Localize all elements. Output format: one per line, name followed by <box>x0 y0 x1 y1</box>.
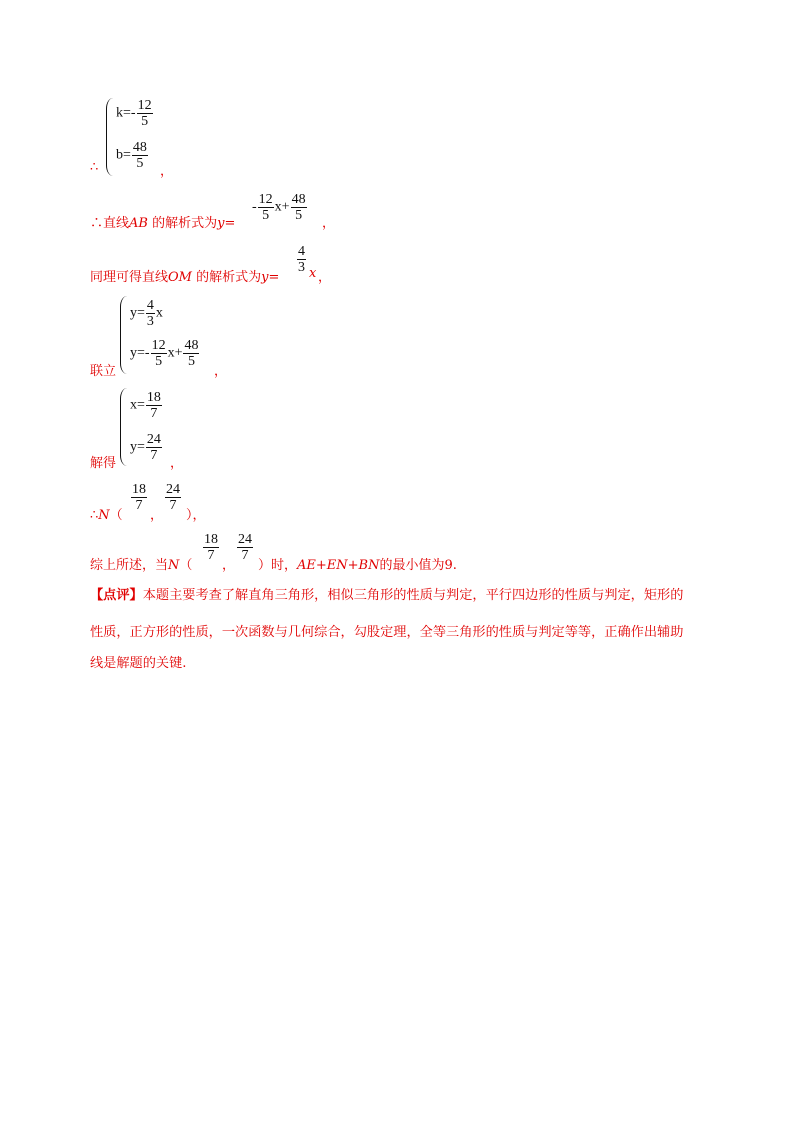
summary-prefix: 综上所述，当N（ <box>90 558 193 573</box>
fraction: $\frac{12}{5}$ <box>151 338 166 369</box>
comment-line-1: 【点评】本题主要考查了解直角三角形，相似三角形的性质与判定，平行四边形的性质与判定，矩形的 <box>90 588 684 603</box>
equation-k: k=- $\frac{12}{5}$ <box>116 98 152 129</box>
equation-y2: y=- $\frac{12}{5}$ x+ $\frac{48}{5}$ <box>130 338 199 369</box>
equation-y1: y= $\frac{4}{3}$ x <box>130 298 163 329</box>
fraction: $\frac{18}{7}$ <box>146 390 161 421</box>
fraction: $\frac{18}{7}$ <box>132 482 146 513</box>
point-n-x <box>130 482 148 513</box>
lianli-label: 联立 <box>90 364 117 379</box>
brace <box>120 296 127 374</box>
brace <box>120 388 127 466</box>
comma: ， <box>160 164 174 179</box>
line-ab-formula: - $\frac{12}{5}$ x+ $\frac{48}{5}$ <box>252 192 306 223</box>
comment-line-3: 线是解题的关键. <box>90 656 187 671</box>
x-variable: x <box>309 266 317 281</box>
line-ab-text: ∴直线AB 的解析式为y= <box>90 216 236 231</box>
fraction: $\frac{24}{7}$ <box>166 482 180 513</box>
comma: ， <box>170 456 184 471</box>
summary-x <box>202 532 220 563</box>
comma: ， <box>214 364 228 379</box>
fraction: $\frac{4}{3}$ <box>146 298 154 329</box>
fraction: $\frac{18}{7}$ <box>204 532 218 563</box>
comment-tag: 【点评】 <box>90 588 143 603</box>
fraction: $\frac{48}{5}$ <box>184 338 199 369</box>
comma: ， <box>318 270 332 285</box>
brace <box>106 98 113 176</box>
separator: ， <box>150 508 164 523</box>
separator: ， <box>222 558 236 573</box>
close-paren: ）， <box>186 508 206 523</box>
point-n-label: ∴N（ <box>90 508 123 523</box>
fraction: $\frac{24}{7}$ <box>238 532 252 563</box>
fraction: $\frac{48}{5}$ <box>291 192 306 223</box>
point-n-y <box>164 482 182 513</box>
therefore-symbol: ∴ <box>90 160 99 175</box>
fraction: $\frac{48}{5}$ <box>132 140 147 171</box>
fraction: $\frac{12}{5}$ <box>137 98 152 129</box>
line-om-formula <box>296 244 307 275</box>
comma: ， <box>322 216 336 231</box>
fraction: $\frac{4}{3}$ <box>298 244 305 275</box>
jiede-label: 解得 <box>90 456 117 471</box>
summary-y <box>236 532 254 563</box>
summary-tail: ）时，AE+EN+BN的最小值为9. <box>258 558 457 573</box>
fraction: $\frac{24}{7}$ <box>146 432 161 463</box>
fraction: $\frac{12}{5}$ <box>258 192 273 223</box>
equation-y: y= $\frac{24}{7}$ <box>130 432 161 463</box>
equation-x: x= $\frac{18}{7}$ <box>130 390 161 421</box>
comment-line-2: 性质，正方形的性质，一次函数与几何综合，勾股定理，全等三角形的性质与判定等等，正确作出辅助 <box>90 625 684 640</box>
equation-b: b= $\frac{48}{5}$ <box>116 140 147 171</box>
line-om-text: 同理可得直线OM 的解析式为y= <box>90 270 280 285</box>
